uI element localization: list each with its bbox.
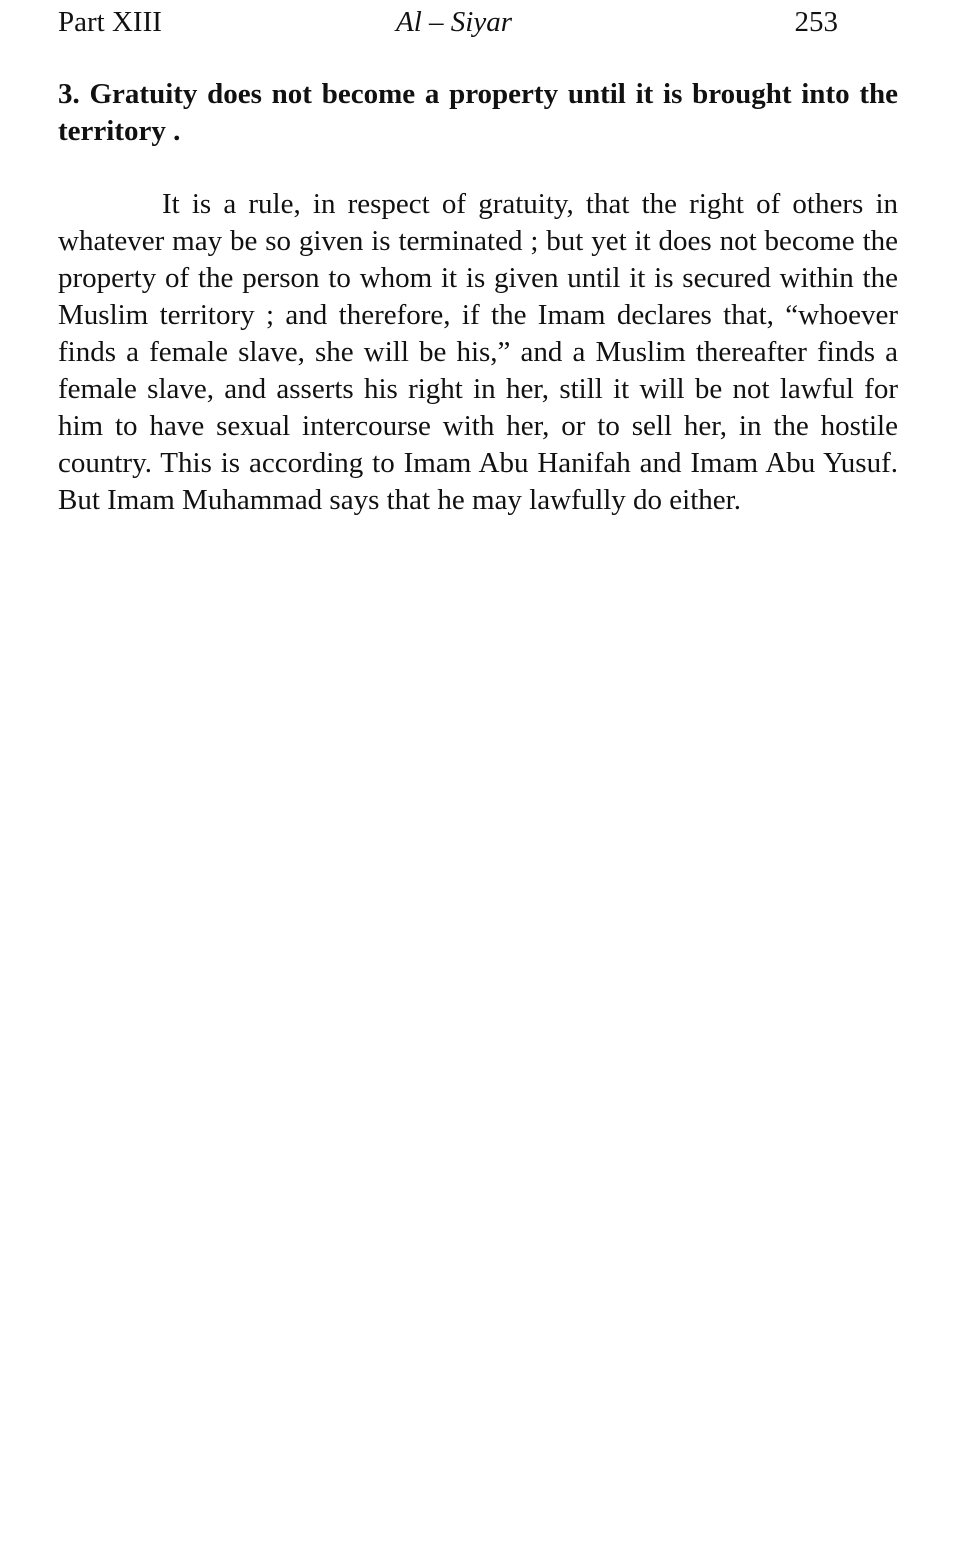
part-label: Part XIII (58, 6, 162, 38)
running-header (58, 2, 838, 42)
page-number: 253 (794, 6, 838, 38)
book-title: Al – Siyar (396, 6, 512, 38)
section-heading: 3. Gratuity does not become a property until it is brought into the territory . (58, 78, 898, 147)
body-paragraph: It is a rule, in respect of gratuity, that the right of others in whatever may be so given is terminated ; but yet it does not become the property of the person to whom it is given until it is secured within the Muslim territory ; and therefore, if the Imam declares that, “whoever finds a female slave, she will be his,” and a Muslim thereafter finds a female slave, and asserts his right in her, still it will be not lawful for him to have sexual intercourse with her, or to sell her, in the hostile country. This is according to Imam Abu Hanifah and Imam Abu Yusuf. But Imam Muhammad says that he may lawfully do either. (58, 188, 898, 516)
